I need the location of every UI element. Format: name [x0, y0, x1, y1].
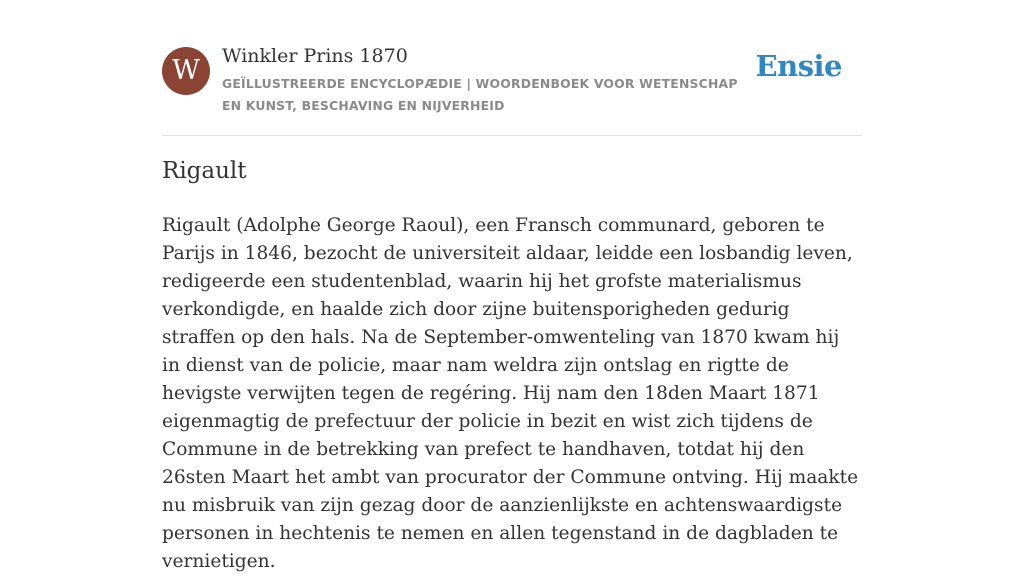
header-divider	[162, 135, 862, 136]
source-avatar[interactable]: W	[162, 47, 210, 95]
ensie-logo-link[interactable]: Ensie	[755, 49, 842, 83]
article-title: Rigault	[162, 158, 247, 184]
source-header	[162, 45, 862, 135]
source-title[interactable]: Winkler Prins 1870	[222, 45, 408, 67]
article-body: Rigault (Adolphe George Raoul), een Fransch communard, geboren te Parijs in 1846, bezocht de universiteit aldaar, leidde een losbandig leven, redigeerde een studentenblad, waarin hij het grofste materialismus verkondigde, en haalde zich door zijne buitensporigheden gedurig straffen op den hals. Na de September-omwenteling van 1870 kwam hij in dienst van de policie, maar nam weldra zijn ontslag en rigtte de hevigste verwijten tegen de regéring. Hij nam den 18den Maart 1871 eigenmagtig de prefectuur der policie in bezit en wist zich tijdens de Commune in de betrekking van prefect te handhaven, totdat hij den 26sten Maart het ambt van procurator der Commune ontving. Hij maakte nu misbruik van zijn gezag door de aanzienlijkste en achtenswaardigste personen in hechtenis te nemen en allen tegenstand in de dagbladen te vernietigen.	[162, 215, 859, 572]
source-subtitle: GEÏLLUSTREERDE ENCYCLOPÆDIE | WOORDENBOEK VOOR WETENSCHAP EN KUNST, BESCHAVING EN NIJVERHEID	[222, 76, 738, 113]
